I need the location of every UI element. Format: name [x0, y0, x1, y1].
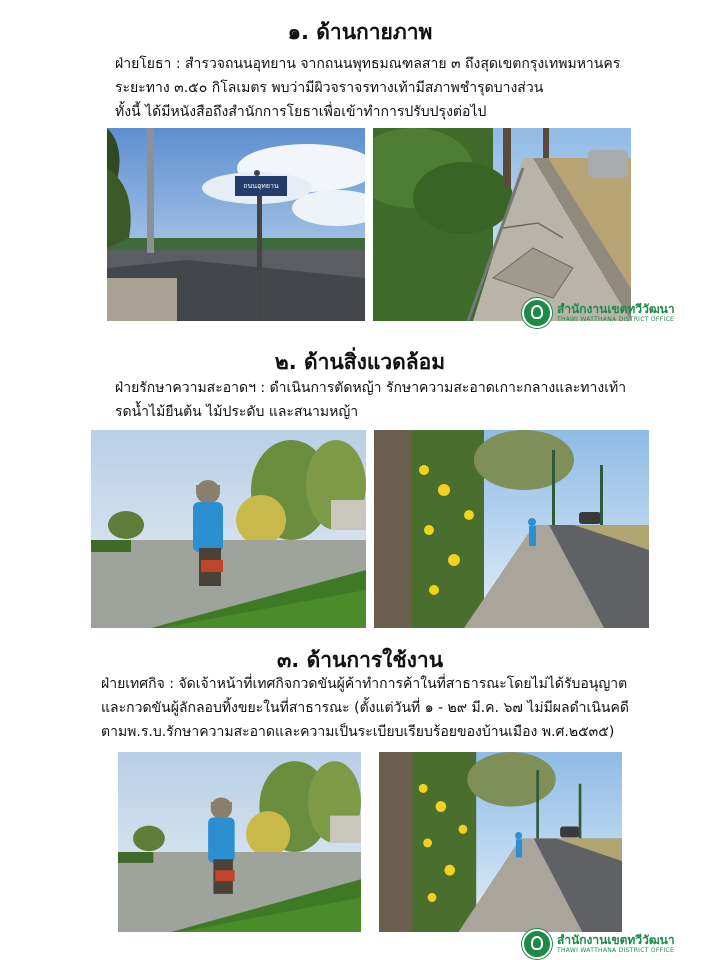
text-line: ฝ่ายเทศกิจ : จัดเจ้าหน้าที่เทศกิจกวดขันผู้ค้าทำการค้าในที่สาธารณะโดยไม่ได้รับอนุญาต: [101, 676, 628, 692]
district-seal-icon: [522, 929, 552, 959]
district-seal-icon: [522, 298, 552, 328]
logo-name: สำนักงานเขตทวีวัฒนา: [557, 933, 675, 947]
logo-subtitle: THAWI WATTHANA DISTRICT OFFICE: [557, 947, 675, 954]
damaged-sidewalk-photo: [373, 128, 631, 321]
district-logo: [522, 298, 675, 328]
district-logo: [522, 929, 675, 959]
text-line: ฝ่ายโยธา : สำรวจถนนอุทยาน จากถนนพุทธมณฑลสาย ๓ ถึงสุดเขตกรุงเทพมหานคร: [115, 56, 621, 72]
section-3-heading: ๓. ด้านการใช้งาน: [276, 648, 444, 672]
logo-subtitle: THAWI WATTHANA DISTRICT OFFICE: [557, 316, 675, 323]
road-sign-photo: [107, 128, 365, 321]
sidewalk-sweeping-photo: [379, 752, 622, 932]
text-line: ระยะทาง ๓.๕๐ กิโลเมตร พบว่ามีผิวจราจรทางเท้ามีสภาพชำรุดบางส่วน: [115, 80, 544, 96]
section-1-heading: ๑. ด้านกายภาพ: [287, 20, 433, 44]
logo-name: สำนักงานเขตทวีวัฒนา: [557, 302, 675, 316]
section-2-heading: ๒. ด้านสิ่งแวดล้อม: [274, 350, 446, 374]
section-2-text: [115, 376, 705, 424]
sidewalk-sweeping-photo: [374, 430, 649, 628]
hedge-trimming-photo: [118, 752, 361, 932]
hedge-trimming-photo: [91, 430, 366, 628]
sign-text: ถนนอุทยาน: [243, 182, 279, 190]
text-line: ทั้งนี้ ได้มีหนังสือถึงสำนักการโยธาเพื่อเข้าทำการปรับปรุงต่อไป: [115, 104, 487, 120]
section-1-text: [115, 52, 705, 124]
text-line: ฝ่ายรักษาความสะอาดฯ : ดำเนินการตัดหญ้า รักษาความสะอาดเกาะกลางและทางเท้า: [115, 380, 627, 396]
text-line: และกวดขันผู้ลักลอบทิ้งขยะในที่สาธารณะ (ตั้งแต่วันที่ ๑ - ๒๙ มี.ค. ๖๗ ไม่มีผลดำเนินคดี: [101, 700, 629, 716]
text-line: รดน้ำไม้ยืนต้น ไม้ประดับ และสนามหญ้า: [115, 404, 359, 420]
text-line: ตามพ.ร.บ.รักษาความสะอาดและความเป็นระเบียบเรียบร้อยของบ้านเมือง พ.ศ.๒๕๓๕): [101, 724, 615, 740]
section-3-text: [101, 672, 711, 744]
